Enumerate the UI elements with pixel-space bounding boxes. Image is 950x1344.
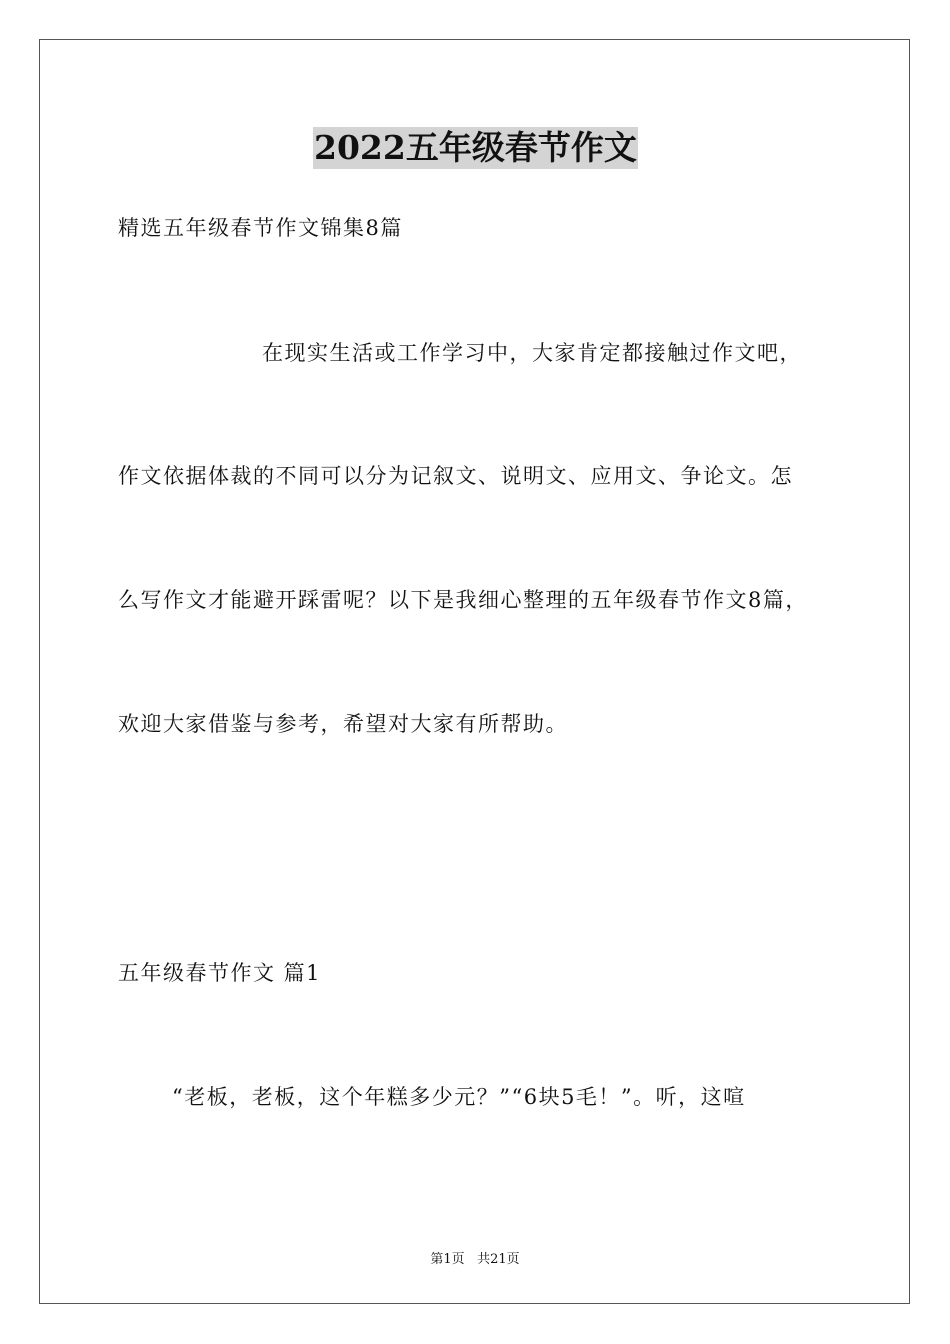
document-subtitle: 精选五年级春节作文锦集8篇 [118,216,403,240]
intro-line-3: 么写作文才能避开踩雷呢？以下是我细心整理的五年级春节作文8篇， [118,588,808,612]
intro-line-2: 作文依据体裁的不同可以分为记叙文、说明文、应用文、争论文。怎 [118,464,793,488]
document-title: 2022五年级春节作文 [314,128,637,167]
body-line-1: “老板，老板，这个年糕多少元？”“6块5毛！”。听，这喧 [172,1085,746,1109]
footer-gap [465,1252,477,1267]
total-pages: 共21页 [477,1252,520,1267]
intro-line-1: 在现实生活或工作学习中，大家肯定都接触过作文吧， [262,341,802,365]
page-number: 第1页 [430,1252,465,1267]
intro-line-4: 欢迎大家借鉴与参考，希望对大家有所帮助。 [118,712,568,736]
section-heading: 五年级春节作文 篇1 [118,961,322,985]
page-footer [0,1248,950,1267]
